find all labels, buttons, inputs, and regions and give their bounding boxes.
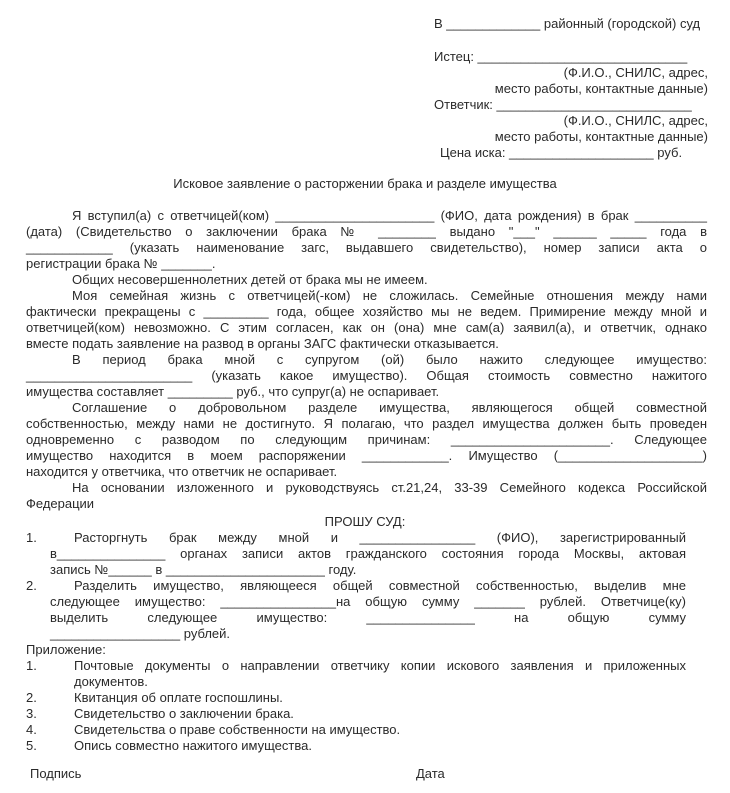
attachment-2-line: Квитанция об оплате госпошлины. <box>74 690 283 705</box>
date-label: Дата <box>416 766 445 781</box>
plaintiff-hint-1: (Ф.И.О., СНИЛС, адрес, <box>563 65 708 80</box>
request-1-line-2: в_______________ органах записи актов гражданского состояния города Москвы, актовая <box>50 546 686 561</box>
p5-line-3: одновременно с разводом по следующим причинам: ______________________. Следующее <box>26 432 707 447</box>
request-1-line-1: Расторгнуть брак между мной и ________________ (ФИО), зарегистрированный <box>74 530 686 545</box>
p5-line-4: имущество находится в моем распоряжении ____________. Имущество (____________________) <box>26 448 707 463</box>
attachment-3-line: Свидетельство о заключении брака. <box>74 706 294 721</box>
defendant-line: Ответчик: ___________________________ <box>434 97 692 112</box>
signature-label: Подпись <box>30 766 82 781</box>
petition-heading: ПРОШУ СУД: <box>324 514 406 529</box>
p4-line-3: имущества составляет _________ руб., что супруг(а) не оспаривает. <box>26 384 440 399</box>
attachment-number: 2. <box>26 690 37 705</box>
court-line: В _____________ районный (городской) суд <box>434 16 701 31</box>
p3-line-4: вместе подать заявление на развод в органы ЗАГС фактически отказывается. <box>26 336 499 351</box>
request-2-line-4: __________________ рублей. <box>50 626 231 641</box>
request-2-line-3: выделить следующее имущество: _______________ на общую сумму <box>50 610 686 625</box>
request-2-line-1: Разделить имущество, являющееся общей совместной собственностью, выделив мне <box>74 578 686 593</box>
attachment-1-line-1: Почтовые документы о направлении ответчику копии искового заявления и приложенных <box>74 658 686 673</box>
defendant-hint-1: (Ф.И.О., СНИЛС, адрес, <box>563 113 708 128</box>
attachment-number: 5. <box>26 738 37 753</box>
plaintiff-hint-2: место работы, контактные данные) <box>494 81 708 96</box>
p6-line-2: Федерации <box>26 496 95 511</box>
p1-line-3: ____________ (указать наименование загс, выдавшего свидетельство), номер записи акта о <box>26 240 707 255</box>
attachment-number: 1. <box>26 658 37 673</box>
p3-line-1: Моя семейная жизнь с ответчицей(-ком) не сложилась. Семейные отношения между нами <box>72 288 707 303</box>
p1-line-4: регистрации брака № _______. <box>26 256 216 271</box>
defendant-hint-2: место работы, контактные данные) <box>494 129 708 144</box>
p1-line-2: (дата) (Свидетельство о заключении брака № ________ выдано "___" ______ _____ года в <box>26 224 707 239</box>
attachment-5-line: Опись совместно нажитого имущества. <box>74 738 312 753</box>
request-2-line-2: следующее имущество: ________________на общую сумму _______ рублей. Ответчице(ку) <box>50 594 686 609</box>
attachment-number: 3. <box>26 706 37 721</box>
plaintiff-line: Истец: _____________________________ <box>434 49 688 64</box>
p3-line-2: фактически прекращены с _________ года, общее хозяйство мы не ведем. Примирение между мной и <box>26 304 707 319</box>
p5-line-5: находится у ответчика, что ответчик не оспаривает. <box>26 464 338 479</box>
request-number: 1. <box>26 530 37 545</box>
document-title: Исковое заявление о расторжении брака и разделе имущества <box>173 176 557 191</box>
attachment-1-line-2: документов. <box>74 674 148 689</box>
p5-line-1: Соглашение о добровольном разделе имущества, являющегося общей совместной <box>72 400 707 415</box>
attachments-heading: Приложение: <box>26 642 106 657</box>
p4-line-1: В период брака мной с супругом (ой) было нажито следующее имущество: <box>72 352 707 367</box>
request-1-line-3: запись №______ в ______________________ году. <box>50 562 357 577</box>
p2-line: Общих несовершеннолетних детей от брака мы не имеем. <box>72 272 428 287</box>
attachment-number: 4. <box>26 722 37 737</box>
p3-line-3: ответчицей(ком) невозможно. С этим согласен, как он (она) мне сам(а) заявил(а), и ответчик, однако <box>26 320 707 335</box>
request-number: 2. <box>26 578 37 593</box>
claim-price-line: Цена иска: ____________________ руб. <box>440 145 683 160</box>
p6-line-1: На основании изложенного и руководствуясь ст.21,24, 33-39 Семейного кодекса Российской <box>72 480 707 495</box>
p5-line-2: собственностью, между нами не достигнуто. Я полагаю, что раздел имущества должен быть проведен <box>26 416 707 431</box>
p1-line-1: Я вступил(а) с ответчицей(ком) ______________________ (ФИО, дата рождения) в брак __________ <box>72 208 707 223</box>
attachment-4-line: Свидетельства о праве собственности на имущество. <box>74 722 401 737</box>
p4-line-2: _______________________ (указать какое имущество). Общая стоимость совместно нажитого <box>26 368 707 383</box>
